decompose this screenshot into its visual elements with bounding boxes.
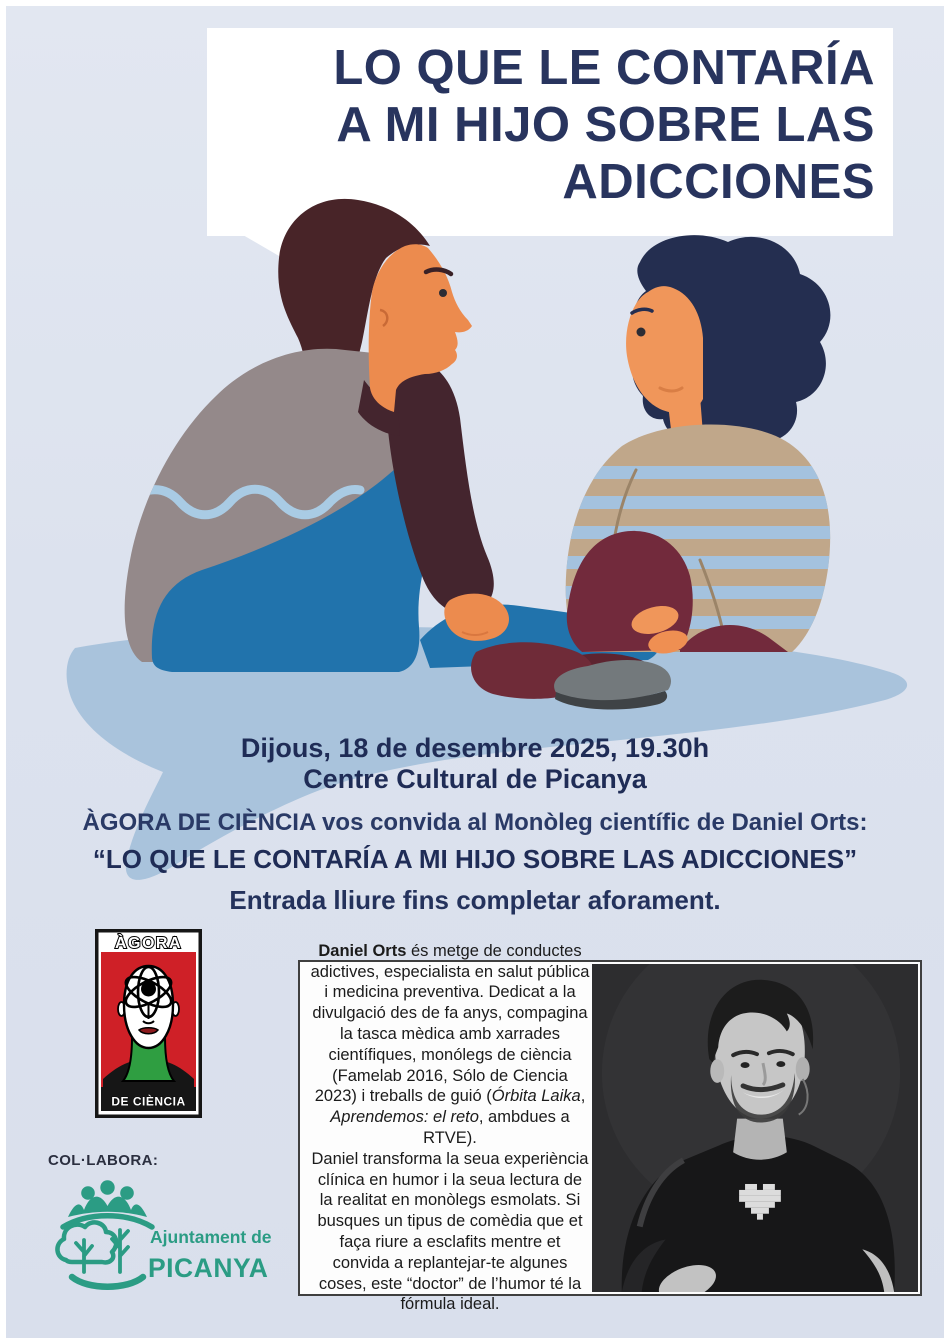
event-date: Dijous, 18 de desembre 2025, 19.30h — [240, 733, 710, 763]
collaborator-label: COL·LABORA: — [48, 1152, 159, 1169]
event-invite — [0, 808, 950, 837]
event-quote-title: “LO QUE LE CONTARÍA A MI HIJO SOBRE LAS ADICCIONES” — [92, 844, 858, 874]
crown-icon — [68, 1180, 147, 1217]
ajuntament-picanya-logo — [48, 1180, 276, 1295]
speaker-bio-box — [298, 941, 922, 1314]
agora-logo-top-text: ÀGORA — [114, 935, 183, 952]
event-info — [0, 733, 950, 915]
title-line-3: ADICCIONES — [562, 155, 875, 209]
picanya-logo-line2: PICANYA — [148, 1253, 269, 1283]
title-line-2: A MI HIJO SOBRE LAS — [336, 98, 875, 152]
event-entry-note: Entrada lliure fins completar aforament. — [229, 885, 721, 915]
agora-de-ciencia-logo — [95, 929, 202, 1118]
tree-icon — [57, 1222, 128, 1272]
agora-logo-bottom-text: DE CIÈNCIA — [111, 1094, 186, 1109]
picanya-logo-line1: Ajuntament de — [150, 1227, 272, 1247]
event-invite-rest: vos convida al Monòleg científic de Daniel Orts: — [315, 809, 868, 836]
speaker-photo — [592, 964, 918, 1292]
title-line-1: LO QUE LE CONTARÍA — [333, 41, 875, 95]
event-organizer: ÀGORA DE CIÈNCIA — [82, 809, 316, 836]
speaker-bio-text: Daniel Orts és metge de conductes adictives, especialista en salut pública i medicina preventiva. Dedicat a la divulgació des de fa anys, compagina la tasca mèdica amb xarrades científiques, monólegs de ciència (Famelab 2016, Sólo de Ciencia 2023) i treballs de guió (Órbita Laika, Aprendemos: el reto, ambdues a RTVE). Daniel transforma la seua experiència clínica en humor i la seua lectura de la realitat en monòlegs esmolats. Si busques un tipus de comèdia que et faça riure a esclafits mentre et convida a replantejar-te algunes coses, este “doctor” de l’humor té la fórmula ideal. — [310, 941, 590, 1314]
event-venue: Centre Cultural de Picanya — [303, 764, 647, 794]
child-figure — [550, 235, 850, 709]
